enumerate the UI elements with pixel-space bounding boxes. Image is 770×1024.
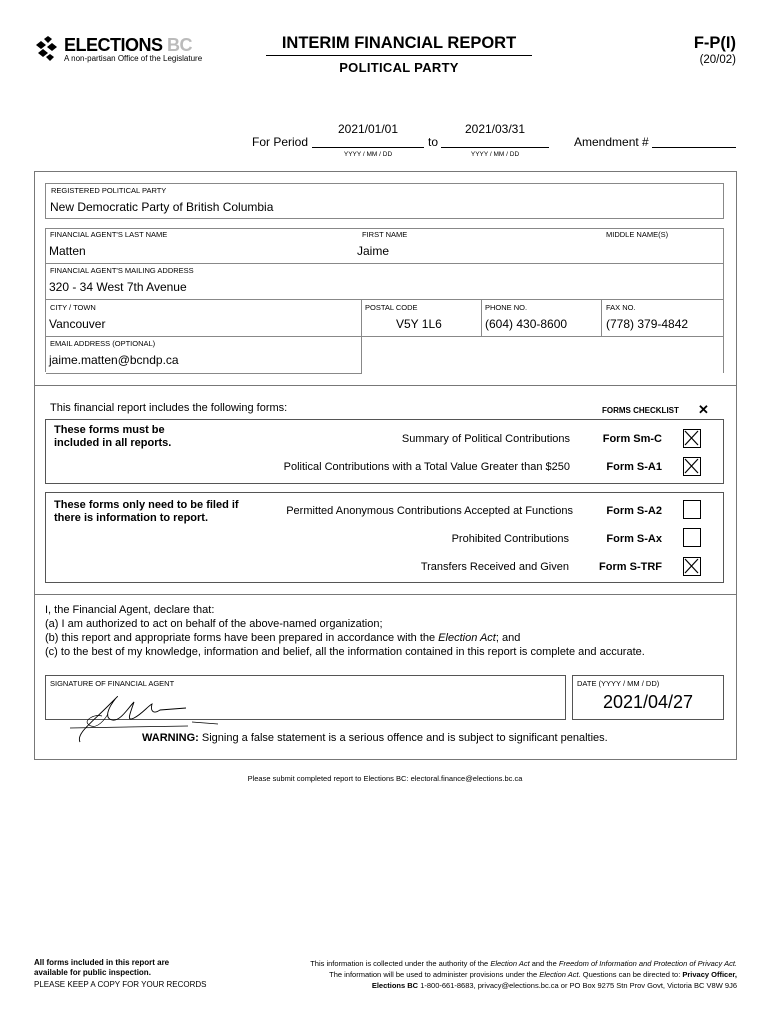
checklist-label: FORMS CHECKLIST xyxy=(602,406,679,415)
period-to-label: to xyxy=(428,135,439,149)
form-s-trf-checkbox[interactable] xyxy=(683,557,701,576)
agent-city-field[interactable] xyxy=(45,300,361,336)
period-from-hint: YYYY / MM / DD xyxy=(343,151,393,158)
privacy-text: This information is collected under the authority of the xyxy=(310,959,491,968)
declaration-b-act: Election Act xyxy=(438,632,496,644)
privacy-line-3 xyxy=(190,980,737,991)
agent-fax-value: (778) 379-4842 xyxy=(606,317,689,331)
agent-email-value: jaime.matten@bcndp.ca xyxy=(49,353,179,367)
form-s-a1-checkbox[interactable] xyxy=(683,457,701,476)
warning xyxy=(142,732,608,744)
form-row-code: Form S-TRF xyxy=(599,561,662,573)
form-row-code: Form S-A2 xyxy=(606,505,662,517)
privacy-line-2 xyxy=(190,969,737,980)
form-row-code: Form S-Ax xyxy=(606,533,662,545)
report-subtitle: POLITICAL PARTY xyxy=(339,60,459,75)
declaration-intro: I, the Financial Agent, declare that: xyxy=(45,604,215,616)
declaration-b-end: ; and xyxy=(495,632,521,644)
keep-copy-note: PLEASE KEEP A COPY FOR YOUR RECORDS xyxy=(34,980,207,989)
public-note: All forms included in this report are available for public inspection. xyxy=(34,958,170,977)
signature-label: SIGNATURE OF FINANCIAL AGENT xyxy=(50,679,175,688)
agent-last-name-label: FINANCIAL AGENT'S LAST NAME xyxy=(50,230,168,239)
form-row-label: Permitted Anonymous Contributions Accepted at Functions xyxy=(286,505,573,517)
form-version: (20/02) xyxy=(699,54,736,66)
agent-email-label: EMAIL ADDRESS (OPTIONAL) xyxy=(50,339,156,348)
declaration-a: (a) I am authorized to act on behalf of the above-named organization; xyxy=(45,618,383,630)
agent-postal-field[interactable] xyxy=(362,300,481,336)
party-label: REGISTERED POLITICAL PARTY xyxy=(51,186,167,195)
logo-tagline: A non-partisan Office of the Legislature xyxy=(64,54,203,63)
agent-postal-value: V5Y 1L6 xyxy=(396,317,442,331)
form-row-label: Transfers Received and Given xyxy=(420,561,569,573)
agent-phone-field[interactable] xyxy=(482,300,601,336)
agent-first-name-value: Jaime xyxy=(357,244,390,258)
agent-address-value: 320 - 34 West 7th Avenue xyxy=(49,280,187,294)
agent-last-name-value: Matten xyxy=(49,244,86,258)
logo-word-suffix: BC xyxy=(167,35,193,55)
form-s-a2-checkbox[interactable] xyxy=(683,500,701,519)
party-field[interactable] xyxy=(45,183,724,219)
report-title: INTERIM FINANCIAL REPORT xyxy=(266,34,532,56)
form-s-ax-checkbox[interactable] xyxy=(683,528,701,547)
privacy-notice xyxy=(190,958,737,991)
privacy-act: Election Act xyxy=(539,970,579,979)
agent-phone-label: PHONE NO. xyxy=(485,303,528,312)
party-value: New Democratic Party of British Columbia xyxy=(50,200,274,214)
warning-text: Signing a false statement is a serious offence and is subject to significant penalties. xyxy=(201,732,608,744)
form-row-label: Summary of Political Contributions xyxy=(401,433,570,445)
divider xyxy=(45,373,362,374)
submit-note: Please submit completed report to Elections BC: electoral.finance@elections.bc.ca xyxy=(247,774,523,783)
form-sm-c-checkbox[interactable] xyxy=(683,429,701,448)
form-row-label: Political Contributions with a Total Value Greater than $250 xyxy=(283,461,570,473)
privacy-line-1 xyxy=(190,958,737,969)
mask xyxy=(724,336,725,396)
period-to-value: 2021/03/31 xyxy=(464,122,526,136)
signature-field[interactable] xyxy=(45,675,566,720)
privacy-contact: 1-800-661-8683, privacy@elections.bc.ca or PO Box 9275 Stn Prov Govt, Victoria BC V8W 9J6 xyxy=(418,981,737,990)
privacy-org: Elections BC xyxy=(371,981,419,990)
agent-address-field[interactable] xyxy=(45,264,724,299)
section-divider xyxy=(34,385,737,386)
privacy-text: The information will be used to administer provisions under the xyxy=(329,970,540,979)
form-row-code: Form S-A1 xyxy=(606,461,662,473)
period-to-field[interactable] xyxy=(441,121,549,148)
privacy-text: and the xyxy=(529,959,559,968)
logo-mark-icon xyxy=(34,35,62,65)
checked-x-icon xyxy=(684,458,699,474)
required-note: These forms must be included in all reports. xyxy=(54,424,172,449)
agent-fax-label: FAX NO. xyxy=(606,303,636,312)
checked-x-icon xyxy=(684,558,699,574)
privacy-act: Freedom of Information and Protection of Privacy Act. xyxy=(558,959,737,968)
privacy-officer: Privacy Officer, xyxy=(682,970,737,979)
privacy-text: . Questions can be directed to: xyxy=(578,970,683,979)
period-to-hint: YYYY / MM / DD xyxy=(470,151,520,158)
agent-address-label: FINANCIAL AGENT'S MAILING ADDRESS xyxy=(50,266,194,275)
logo-word: ELECTIONS xyxy=(64,35,163,55)
sign-date-value: 2021/04/27 xyxy=(602,692,694,712)
sign-date-label: DATE (YYYY / MM / DD) xyxy=(577,679,660,688)
mask xyxy=(45,395,725,397)
declaration-b-text: (b) this report and appropriate forms have been prepared in accordance with the xyxy=(45,632,439,644)
form-row-code: Form Sm-C xyxy=(602,433,662,445)
privacy-act: Election Act xyxy=(490,959,530,968)
declaration-c: (c) to the best of my knowledge, information and belief, all the information contained in this report is complete and accurate. xyxy=(45,646,645,658)
agent-last-name-field[interactable] xyxy=(45,228,361,263)
agent-middle-name-label: MIDDLE NAME(S) xyxy=(606,230,669,239)
optional-note: These forms only need to be filed if there is information to report. xyxy=(54,499,239,524)
agent-first-name-label: FIRST NAME xyxy=(362,230,408,239)
forms-intro: This financial report includes the following forms: xyxy=(50,402,288,414)
agent-email-field[interactable] xyxy=(45,337,361,373)
period-from-value: 2021/01/01 xyxy=(337,122,399,136)
agent-phone-value: (604) 430-8600 xyxy=(485,317,568,331)
sign-date-field[interactable] xyxy=(572,675,724,720)
divider xyxy=(361,336,362,373)
form-row-label: Prohibited Contributions xyxy=(451,533,569,545)
elections-bc-logo xyxy=(34,35,214,67)
period-label: For Period xyxy=(252,135,309,149)
agent-city-value: Vancouver xyxy=(49,317,106,331)
agent-postal-label: POSTAL CODE xyxy=(365,303,418,312)
agent-middle-name-field[interactable] xyxy=(600,228,724,263)
form-code: F-P(I) xyxy=(693,34,736,52)
amendment-field[interactable] xyxy=(652,134,736,148)
amendment-label: Amendment # xyxy=(574,135,649,149)
warning-label: WARNING: xyxy=(142,732,199,744)
agent-city-label: CITY / TOWN xyxy=(50,303,96,312)
period-from-field[interactable] xyxy=(312,121,424,148)
checklist-x-icon: ✕ xyxy=(698,402,709,417)
section-divider xyxy=(34,594,737,595)
checked-x-icon xyxy=(684,430,699,446)
agent-first-name-field[interactable] xyxy=(357,228,597,263)
declaration-b xyxy=(45,631,520,645)
agent-fax-field[interactable] xyxy=(602,300,724,336)
